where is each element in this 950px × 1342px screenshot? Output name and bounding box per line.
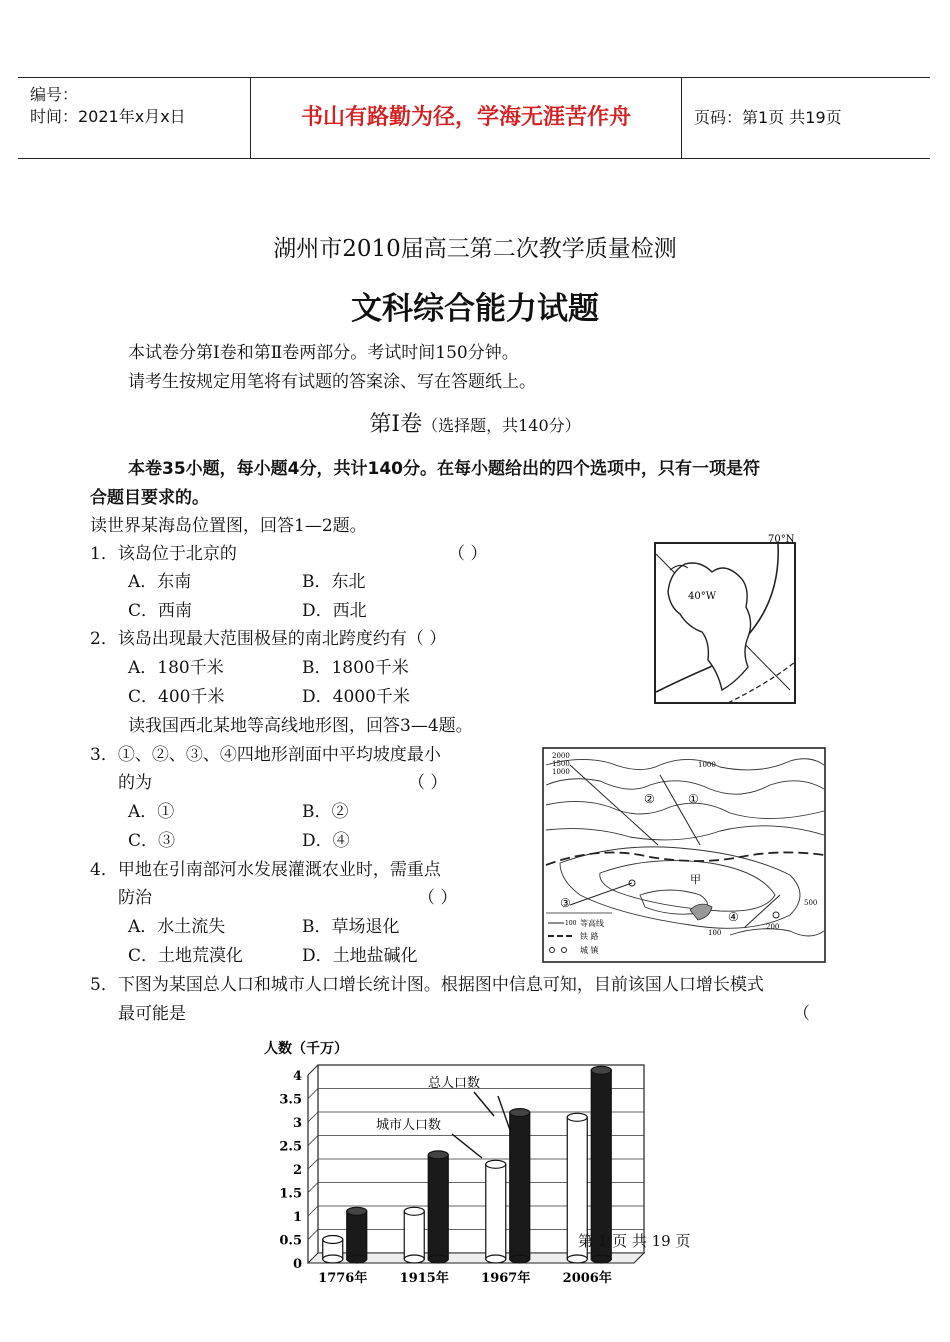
- chart-bar-base: [323, 1255, 343, 1263]
- q1-option-c: C．西南: [128, 601, 193, 621]
- chart-ylabel: 人数（千万）: [264, 1041, 348, 1057]
- chart-gridline-diag: [308, 1183, 318, 1193]
- q3-stem-line-1: 3．①、②、③、④四地形剖面中平均坡度最小: [90, 745, 441, 765]
- chart-ytick-label: 2.5: [279, 1139, 302, 1155]
- chart-gridline-diag: [308, 1206, 318, 1216]
- chart-gridline-diag: [308, 1159, 318, 1169]
- chart-bar-base: [567, 1255, 587, 1263]
- page-code: 页码：第1页 共19页: [694, 108, 842, 127]
- map2-contour-label-1500: 1500: [552, 760, 570, 768]
- chart-xtick-label: 1915年: [399, 1271, 449, 1286]
- chart-gridline-diag: [308, 1230, 318, 1240]
- map2-contour-label-200: 200: [766, 923, 780, 931]
- map2-contour-label-100: 100: [708, 929, 722, 937]
- chart-bar-top: [323, 1236, 343, 1244]
- chart-gridline-diag: [308, 1112, 318, 1122]
- chart-bar-base: [404, 1255, 424, 1263]
- chart-bar-top: [486, 1160, 506, 1168]
- q3-paren: （ ）: [408, 773, 448, 793]
- section-main: 第Ⅰ卷: [369, 412, 423, 437]
- chart-ytick-label: 1: [292, 1210, 302, 1225]
- chart-ytick-label: 3.5: [279, 1092, 302, 1108]
- chart-bar: [486, 1164, 506, 1259]
- q4-stem-line-2: 防治: [118, 888, 152, 908]
- chart-ytick-label: 4: [292, 1069, 302, 1084]
- q1-option-d: D．西北: [302, 601, 367, 621]
- chart-bar: [510, 1113, 530, 1259]
- chart-plot-area: [279, 1065, 644, 1286]
- map2-marker-1: ①: [688, 792, 699, 806]
- chart-xtick-label: 1776年: [318, 1271, 368, 1286]
- q2-option-a: A．180千米: [128, 658, 224, 678]
- q4-option-d: D．土地盐碱化: [302, 946, 418, 966]
- instruction-line-1: 本卷35小题，每小题4分，共计140分。在每小题给出的四个选项中，只有一项是符: [128, 459, 760, 479]
- q2-stem: 2．该岛出现最大范围极昼的南北跨度约有（ ）: [90, 629, 447, 649]
- number-label: 编号：: [30, 85, 79, 104]
- q1-paren: （ ）: [448, 544, 488, 564]
- q4-stem-line-1: 4．甲地在引南部河水发展灌溉农业时，需重点: [90, 860, 441, 880]
- chart-ytick-label: 0: [292, 1257, 302, 1272]
- map2-marker-2: ②: [644, 792, 655, 806]
- map1-lon-label: 40°W: [688, 591, 717, 602]
- map2-legend-contour: 等高线: [580, 919, 604, 928]
- header-meta-cell: [18, 78, 251, 158]
- footer-page-number: 第 1 页 共 19 页: [578, 1232, 691, 1250]
- chart-bar: [404, 1211, 424, 1259]
- map2-legend-town: 城 镇: [580, 946, 599, 955]
- chart-xtick-label: 2006年: [562, 1271, 612, 1286]
- chart-bar-base: [486, 1255, 506, 1263]
- exam-title: 文科综合能力试题: [351, 291, 599, 327]
- chart-ytick-label: 2: [292, 1163, 302, 1178]
- chart-bar: [347, 1211, 367, 1259]
- map2-place-jia: 甲: [690, 873, 701, 886]
- q1-option-b: B．东北: [302, 572, 366, 592]
- chart-bar-base: [428, 1255, 448, 1263]
- q4-option-b: B．草场退化: [302, 917, 400, 937]
- motto: 书山有路勤为径，学海无涯苦作舟: [251, 78, 682, 158]
- chart-bar-base: [591, 1255, 611, 1263]
- island-location-map: [650, 532, 800, 707]
- read-prompt-2: 读我国西北某地等高线地形图，回答3—4题。: [128, 716, 473, 736]
- map1-lat-label: 70°N: [768, 534, 795, 545]
- chart-gridline-diag: [308, 1136, 318, 1146]
- chart-series-label-total: 总人口数: [428, 1076, 481, 1091]
- q2-option-b: B．1800千米: [302, 658, 409, 678]
- chart-gridline-diag: [308, 1089, 318, 1099]
- chart-ytick-label: 1.5: [279, 1186, 302, 1202]
- q5-stem-line-1: 5．下图为某国总人口和城市人口增长统计图。根据图中信息可知，目前该国人口增长模式: [90, 975, 764, 995]
- chart-bar-base: [510, 1255, 530, 1263]
- q2-option-c: C．400千米: [128, 687, 225, 707]
- map2-legend-sample-value: 100: [565, 920, 577, 927]
- q3-option-d: D．④: [302, 831, 350, 851]
- chart-ytick-label: 3: [292, 1116, 302, 1131]
- q5-paren: （: [793, 1004, 810, 1024]
- q3-stem-line-2: 的为: [118, 773, 152, 793]
- intro-line-1: 本试卷分第Ⅰ卷和第Ⅱ卷两部分。考试时间150分钟。: [128, 343, 519, 363]
- instruction-line-2: 合题目要求的。: [90, 488, 209, 508]
- chart-bar-base: [347, 1255, 367, 1263]
- read-prompt-1: 读世界某海岛位置图，回答1—2题。: [90, 516, 367, 536]
- chart-bar: [428, 1155, 448, 1259]
- q3-option-a: A．①: [128, 802, 175, 822]
- q2-option-d: D．4000千米: [302, 687, 410, 707]
- intro-line-2: 请考生按规定用笔将有试题的答案涂、写在答题纸上。: [128, 372, 536, 392]
- chart-bar-top: [428, 1151, 448, 1159]
- time-label: 时间：2021年x月x日: [30, 107, 186, 126]
- map2-marker-3: ③: [560, 896, 571, 910]
- chart-bar-top: [567, 1113, 587, 1121]
- chart-bar-top: [510, 1109, 530, 1117]
- exam-subtitle: 湖州市2010届高三第二次教学质量检测: [273, 236, 677, 262]
- chart-series-label-urban: 城市人口数: [376, 1118, 442, 1133]
- chart-bar-top: [347, 1207, 367, 1215]
- map2-contour-label-2000: 2000: [552, 752, 570, 760]
- map2-marker-4: ④: [728, 910, 739, 924]
- q5-stem-line-2: 最可能是: [118, 1004, 186, 1024]
- q1-stem: 1．该岛位于北京的: [90, 544, 237, 564]
- section-heading: [0, 407, 950, 438]
- map2-contour-label-1000a: 1000: [552, 768, 570, 776]
- q1-option-a: A．东南: [128, 572, 192, 592]
- contour-map: [540, 745, 828, 965]
- chart-bar-top: [591, 1066, 611, 1074]
- map2-contour-label-1000b: 1000: [698, 761, 716, 769]
- q4-paren: （ ）: [418, 888, 458, 908]
- q4-option-a: A．水土流失: [128, 917, 226, 937]
- q3-option-b: B．②: [302, 802, 349, 822]
- section-note: （选择题，共140分）: [422, 416, 581, 435]
- chart-xtick-label: 1967年: [481, 1271, 531, 1286]
- chart-ytick-label: 0.5: [279, 1233, 302, 1249]
- q3-option-c: C．③: [128, 831, 176, 851]
- header-table: [18, 77, 930, 159]
- chart-gridline-diag: [308, 1065, 318, 1075]
- chart-bar-top: [404, 1207, 424, 1215]
- q4-option-c: C．土地荒漠化: [128, 946, 244, 966]
- map2-town-2: [773, 912, 779, 918]
- map2-legend-railway: 铁 路: [580, 932, 599, 941]
- map2-contour-label-500: 500: [804, 899, 818, 907]
